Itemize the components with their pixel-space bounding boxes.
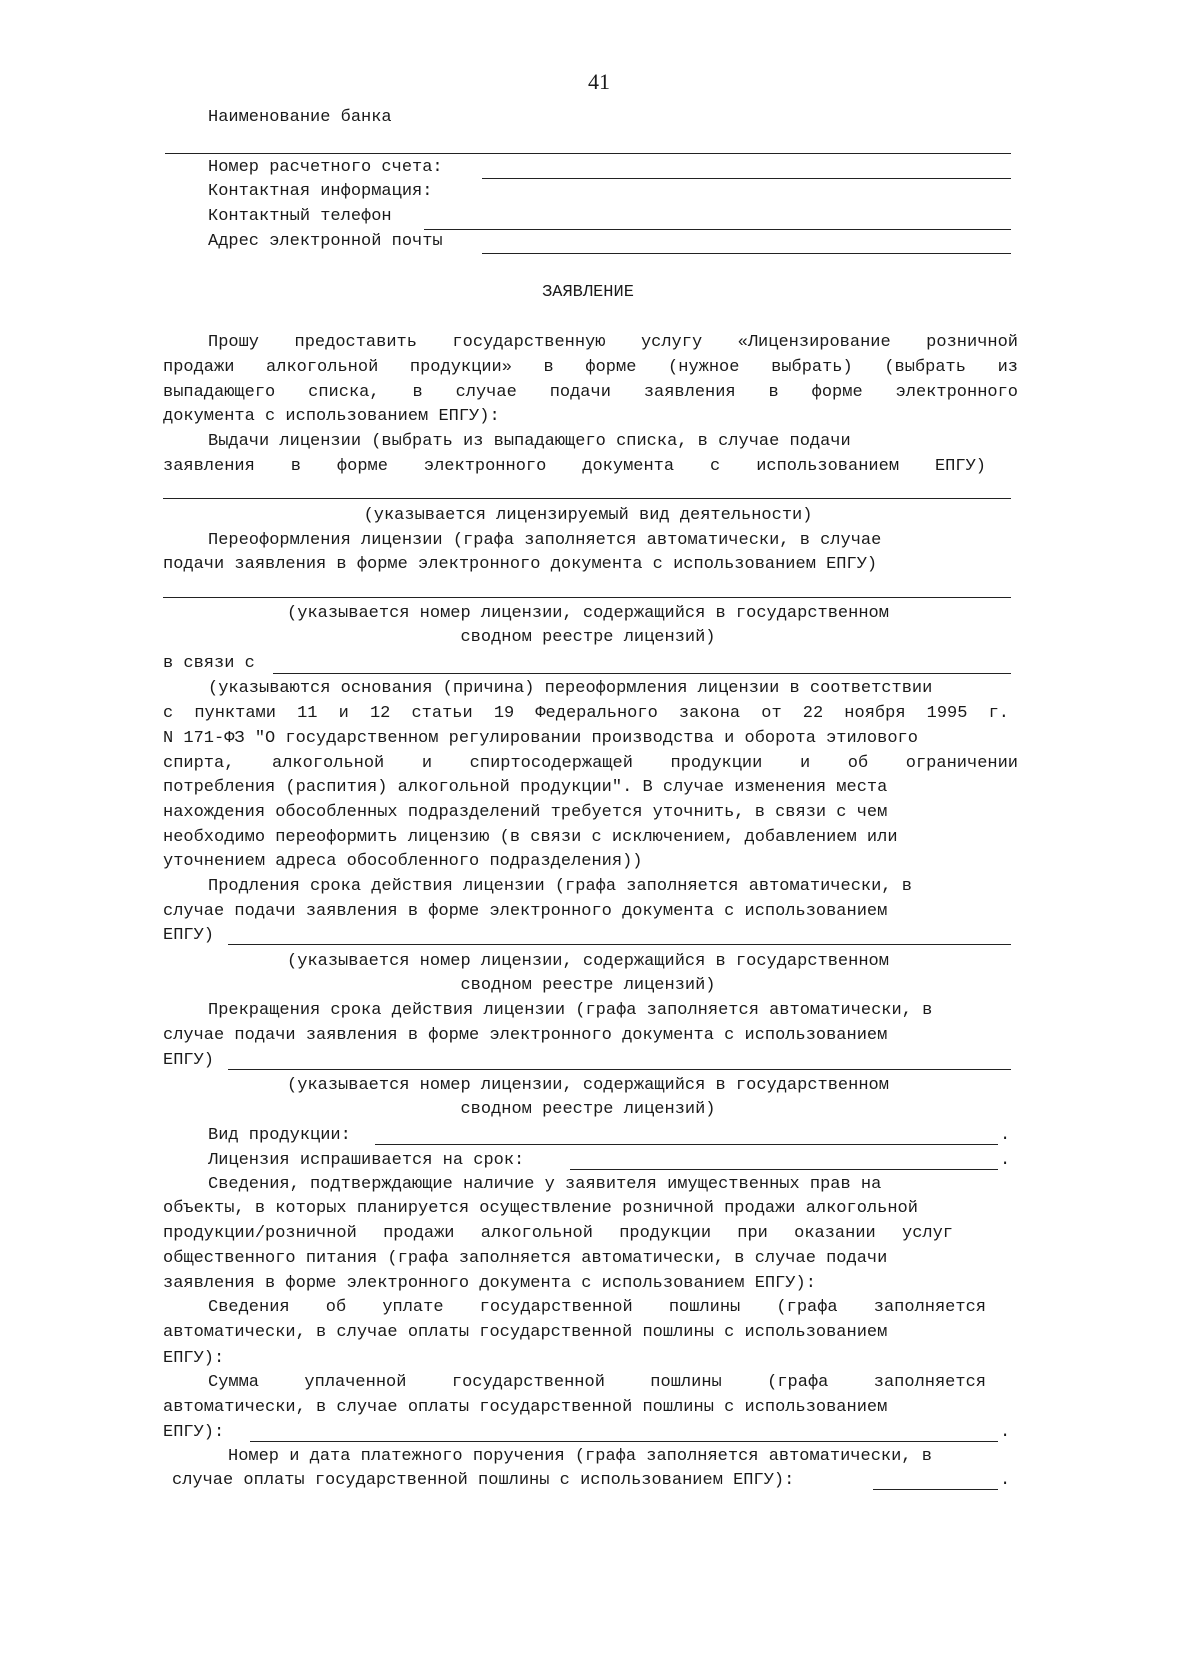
account-line [482,178,1011,179]
text-line: продажи алкогольной продукции» в форме (нужное выбрать) (выбрать из [163,358,1018,377]
text-line: автоматически, в случае оплаты государственной пошлины с использованием [163,1323,888,1342]
text-line: заявления в форме электронного документа с использованием ЕПГУ): [163,1274,816,1293]
text-line: продукции/розничной продажи алкогольной продукции при оказании услуг [163,1224,953,1243]
text-line: Прошу предоставить государственную услугу «Лицензирование розничной [208,333,1018,352]
text-line: ЕПГУ) [163,926,215,945]
text-line: подачи заявления в форме электронного документа с использованием ЕПГУ) [163,555,878,574]
text-line: заявления в форме электронного документа с использованием ЕПГУ) [163,457,986,476]
fee-amount-line [250,1441,998,1442]
text-line: Номер и дата платежного поручения (графа заполняется автоматически, в [228,1447,932,1466]
activity-line [163,498,1011,499]
license-number-hint: (указывается номер лицензии, содержащийся в государственном [287,952,889,971]
text-line: Продления срока действия лицензии (графа заполняется автоматически, в [208,877,912,896]
activity-hint: (указывается лицензируемый вид деятельности) [363,506,813,525]
text-line: Сведения, подтверждающие наличие у заявителя имущественных прав на [208,1175,882,1194]
email-label: Адрес электронной почты [208,232,443,251]
text-line: общественного питания (графа заполняется автоматически, в случае подачи [163,1249,888,1268]
text-line: Прекращения срока действия лицензии (графа заполняется автоматически, в [208,1001,933,1020]
period: . [1000,1423,1011,1442]
statement-title: ЗАЯВЛЕНИЕ [542,283,634,302]
license-term-line [570,1169,998,1170]
text-line: Сумма уплаченной государственной пошлины (графа заполняется [208,1373,986,1392]
license-term-label: Лицензия испрашивается на срок: [208,1151,525,1170]
text-line: нахождения обособленных подразделений требуется уточнить, в связи с чем [163,803,888,822]
text-line: уточнением адреса обособленного подразделения)) [163,852,643,871]
text-line: автоматически, в случае оплаты государственной пошлины с использованием [163,1398,888,1417]
text-line: (указываются основания (причина) переоформления лицензии в соответствии [208,679,933,698]
reason-label: в связи с [163,654,255,673]
page-number: 41 [588,69,610,94]
license-number-hint: (указывается номер лицензии, содержащийся в государственном [287,604,889,623]
text-line: спирта, алкогольной и спиртосодержащей продукции и об ограничении [163,754,1018,773]
text-line: необходимо переоформить лицензию (в связи с исключением, добавлением или [163,828,898,847]
license-number-line [163,597,1011,598]
text-line: объекты, в которых планируется осуществление розничной продажи алкогольной [163,1199,918,1218]
extension-license-line [228,944,1011,945]
license-number-hint: сводном реестре лицензий) [460,628,716,647]
text-line: Переоформления лицензии (графа заполняется автоматически, в случае [208,531,882,550]
payment-order-line [873,1489,998,1490]
license-number-hint: сводном реестре лицензий) [460,976,716,995]
text-line: Выдачи лицензии (выбрать из выпадающего списка, в случае подачи [208,432,851,451]
text-line: N 171-ФЗ "О государственном регулировании производства и оборота этилового [163,729,918,748]
text-line: Сведения об уплате государственной пошлины (графа заполняется [208,1298,986,1317]
account-label: Номер расчетного счета: [208,158,443,177]
email-line [482,253,1011,254]
bank-name-line [165,153,1011,154]
text-line: ЕПГУ) [163,1051,215,1070]
text-line: случае подачи заявления в форме электронного документа с использованием [163,902,888,921]
license-number-hint: сводном реестре лицензий) [460,1100,716,1119]
product-type-label: Вид продукции: [208,1126,351,1145]
phone-line [424,229,1011,230]
termination-license-line [228,1069,1011,1070]
text-line: с пунктами 11 и 12 статьи 19 Федерального закона от 22 ноября 1995 г. [163,704,1009,723]
period: . [1000,1151,1011,1170]
phone-label: Контактный телефон [208,207,392,226]
text-line: ЕПГУ): [163,1349,225,1368]
text-line: ЕПГУ): [163,1423,225,1442]
reason-line [273,673,1011,674]
text-line: выпадающего списка, в случае подачи заявления в форме электронного [163,383,1018,402]
text-line: потребления (распития) алкогольной продукции". В случае изменения места [163,778,888,797]
text-line: документа с использованием ЕПГУ): [163,407,500,426]
text-line: случае подачи заявления в форме электронного документа с использованием [163,1026,888,1045]
period: . [1000,1471,1011,1490]
product-type-line [375,1144,998,1145]
text-line: случае оплаты государственной пошлины с использованием ЕПГУ): [172,1471,795,1490]
bank-name-label: Наименование банка [208,108,392,127]
contacts-label: Контактная информация: [208,182,433,201]
period: . [1000,1126,1011,1145]
license-number-hint: (указывается номер лицензии, содержащийся в государственном [287,1076,889,1095]
